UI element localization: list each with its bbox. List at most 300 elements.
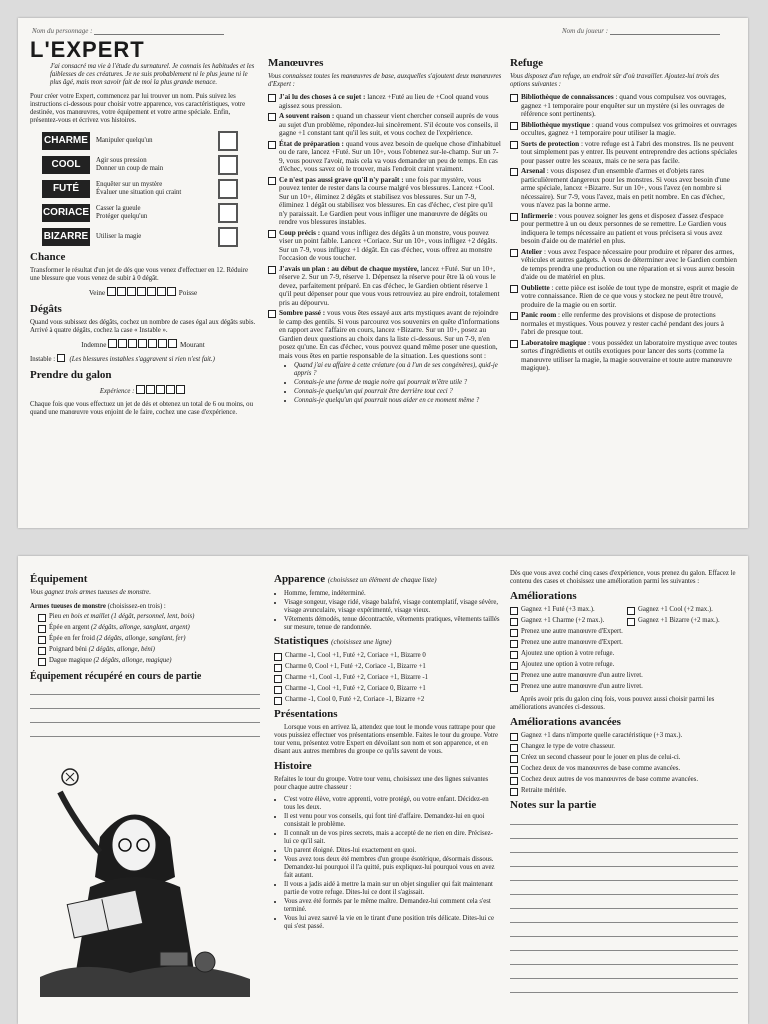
advanced-improvement-option xyxy=(510,743,738,752)
history-option: • C'est votre élève, votre apprenti, votre protégé, ou votre enfant. Décidez-en tous les deux. xyxy=(284,796,500,812)
harm-box[interactable] xyxy=(168,339,177,348)
option-description: lancez +Futé. Sur un 10+, réserve 2. Sur un 7-9, réserve 1. Dépensez la réserve pour être là où vous le devez, parfaitement préparé. En cas d'échec, le Gardien obtient réserve 1 qu'il peut dépenser pour que vous vous retrouviez au pire endroit, totalement pris au dépourvu. xyxy=(279,264,500,307)
improvements-title: Améliorations xyxy=(510,590,577,602)
move-item xyxy=(268,112,502,138)
left-column xyxy=(30,37,256,421)
option-text xyxy=(521,683,643,691)
look-title xyxy=(274,573,500,586)
weapon-name: Poignard béni xyxy=(49,646,87,653)
haven-title: Refuge xyxy=(510,57,543,69)
option-description: Gagnez +1 Charme (+2 max.). xyxy=(521,617,605,624)
weapon-text xyxy=(49,624,190,632)
question-item: • Connais-je une forme de magie noire qui pourrait m'être utile ? xyxy=(294,379,502,387)
history-list xyxy=(284,796,500,931)
stat-fute xyxy=(30,179,256,199)
advanced-improvement-option xyxy=(510,765,738,774)
option-checkbox[interactable] xyxy=(510,249,518,257)
improvement-option xyxy=(510,628,738,637)
weapon-tags: (2 dégâts, allonge, sanglant, fer) xyxy=(94,635,186,642)
option-description: vous vous êtes essayé aux arts mystiques avant de rejoindre le camp des gentils. Si vous parcourez vos souvenirs en quête d'informations en rapport avec l'affaire en cours, lancez +Bizarre. Sur un 10+, posez au Gardien deux questions au choix dans la liste ci-dessous. Sur un 7-9, n'en posez qu'une. En cas d'échec, vous pouvez quand même poser une question, mais vous êtes en partie responsable de la situation. Les questions sont : xyxy=(279,309,500,360)
improvements-intro: Dès que vous avez coché cinq cases d'expérience, vous prenez du galon. Effacez le contenu des cases et choisissez une amélioration parmi les suivantes : xyxy=(510,570,736,585)
option-checkbox[interactable] xyxy=(510,168,518,176)
luck-box[interactable] xyxy=(157,287,166,296)
harm-box[interactable] xyxy=(118,339,127,348)
haven-option xyxy=(510,284,738,310)
option-description: Charme -1, Cool 0, Futé +2, Coriace -1, Bizarre +2 xyxy=(285,696,425,703)
look-list xyxy=(284,590,500,632)
stat-desc: Manipuler quelqu'un xyxy=(96,136,153,144)
intro-quote: J'ai consacré ma vie à l'étude du surnaturel. Je connais les habitudes et les faiblesses de ces créatures. Je ne suis probablement ni le plus jeune ni le plus âgé, mais mon savoir fait de moi la plus grande menace. xyxy=(50,62,255,86)
haven-option xyxy=(510,248,738,282)
xp-track xyxy=(30,385,256,396)
stat-value-box[interactable] xyxy=(218,155,238,175)
option-text xyxy=(285,663,426,671)
stat-value-box[interactable] xyxy=(218,227,238,247)
option-text xyxy=(521,212,738,246)
option-description: : vous avez l'espace nécessaire pour produire et réparer des armes, véhicules et autres gadgets. À vous de déterminer avec le Gardien combien de temps prendra une production ou une réparation et si vous aurez besoin d'aide ou de matériel en plus. xyxy=(521,247,737,281)
option-checkbox[interactable] xyxy=(510,94,518,102)
option-description: : votre refuge est à l'abri des monstres. Ils ne peuvent tout simplement pas y entrer. Ils peuvent entreprendre des actions spéciales pour passer outre les sceaux, mais ce ne sera pas facile. xyxy=(521,139,738,165)
option-checkbox[interactable] xyxy=(510,213,518,221)
option-checkbox[interactable] xyxy=(268,113,276,121)
option-checkbox[interactable] xyxy=(510,285,518,293)
improvement-option xyxy=(510,639,738,648)
weapons-note: (choisissez-en trois) : xyxy=(107,603,166,610)
option-description: Gagnez +1 Futé (+3 max.). xyxy=(521,606,595,613)
option-description: Créez un second chasseur pour le jouer en plus de celui-ci. xyxy=(521,754,681,761)
haven-option xyxy=(510,212,738,246)
stat-desc: Agir sous pression Donner un coup de main xyxy=(96,156,164,172)
option-checkbox[interactable] xyxy=(274,675,282,683)
player-name-field[interactable] xyxy=(562,27,720,35)
haven-column xyxy=(510,54,738,375)
improvements-list xyxy=(510,628,738,692)
character-sheet-page-1 xyxy=(18,18,748,528)
advanced-improvements-list xyxy=(510,732,738,796)
ratings-option xyxy=(274,674,500,683)
option-description: une fois par mystère, vous pouvez tenter de rester dans la course malgré vos blessures. Lancez +Cool. Sur un 10+, éliminez 2 dégâts et stabilisez vos blessures. Sur un 7-9, éliminez 1 dégât ou stabilisez vos blessures. En cas d'échec, c'est pire qu'il n'y paraissait. Le Gardien peut vous infliger une manœuvre de dégâts ou rendre vos blessures instables. xyxy=(279,175,495,226)
option-checkbox[interactable] xyxy=(268,94,276,102)
option-text xyxy=(521,754,680,762)
playbook-title: L'EXPERT xyxy=(30,37,145,62)
option-name: Sorts de protection xyxy=(521,139,580,148)
notes-title: Notes sur la partie xyxy=(510,799,597,811)
unstable-row xyxy=(30,354,256,364)
option-description: Charme 0, Cool +1, Futé +2, Coriace -1, Bizarre +1 xyxy=(285,663,426,670)
weapon-checkbox[interactable] xyxy=(38,647,46,655)
history-option: • Vous avez été formés par le même maître. Demandez-lui comment cela s'est terminé. xyxy=(284,898,500,914)
option-text xyxy=(638,617,720,625)
character-name-field[interactable] xyxy=(32,27,224,35)
harm-box[interactable] xyxy=(138,339,147,348)
haven-option xyxy=(510,339,738,373)
stat-name: COOL xyxy=(42,156,90,174)
improvement-option xyxy=(627,617,738,626)
history-intro: Refaites le tour du groupe. Votre tour venu, choisissez une des lignes suivantes pour chaque autre chasseur : xyxy=(274,776,489,791)
advanced-improvements-title: Améliorations avancées xyxy=(510,716,621,728)
option-checkbox[interactable] xyxy=(510,618,518,626)
option-checkbox[interactable] xyxy=(510,629,518,637)
stat-value-box[interactable] xyxy=(218,203,238,223)
harm-box[interactable] xyxy=(148,339,157,348)
option-text xyxy=(521,248,738,282)
option-checkbox[interactable] xyxy=(510,662,518,670)
option-description: Gagnez +1 Bizarre (+2 max.). xyxy=(638,617,720,624)
move-item xyxy=(268,229,502,263)
option-description: Charme -1, Cool +1, Futé +2, Coriace +1, Bizarre 0 xyxy=(285,652,426,659)
option-text xyxy=(279,176,502,227)
weapon-name: Épée en argent xyxy=(49,624,90,631)
option-text xyxy=(521,732,682,740)
look-note: (choisissez un élément de chaque liste) xyxy=(327,576,437,584)
option-checkbox[interactable] xyxy=(510,766,518,774)
question-item: • Connais-je quelqu'un qui pourrait nous aider en ce moment même ? xyxy=(294,397,502,405)
option-checkbox[interactable] xyxy=(510,733,518,741)
improvement-option xyxy=(627,606,738,615)
option-name: Bibliothèque mystique xyxy=(521,120,590,129)
option-description: Prenez une autre manœuvre d'un autre livret. xyxy=(521,683,643,690)
option-checkbox[interactable] xyxy=(627,618,635,626)
option-name: Sombre passé : xyxy=(279,309,326,317)
option-checkbox[interactable] xyxy=(510,684,518,692)
weapon-option xyxy=(38,646,260,655)
level-up-title: Prendre du galon xyxy=(30,368,112,381)
advanced-improvement-option xyxy=(510,776,738,785)
look-option: • Vêtements démodés, tenue décontractée, vêtements pratiques, vêtements taillés sur mesure, tenue de randonnée. xyxy=(284,616,500,632)
option-description: Changez le type de votre chasseur. xyxy=(521,743,615,750)
option-description: quand vous infligez des dégâts à un monstre, vous pouvez viser un point faible. Lancez +Coriace. Sur un 10+, vous infligez +2 dégâts. Sur un 7-9, vous infligez +1 dégât. En cas d'échec, vous offrez au monstre l'occasion de vous toucher. xyxy=(279,228,498,262)
weapon-tags: (2 dégâts, allonge, sanglant, argent) xyxy=(89,624,190,631)
harm-left-label: Indemne xyxy=(81,341,107,349)
stats-block xyxy=(30,131,256,247)
recovered-gear-lines[interactable] xyxy=(30,685,260,737)
option-checkbox[interactable] xyxy=(510,141,518,149)
option-name: A souvent raison : xyxy=(279,112,335,120)
option-checkbox[interactable] xyxy=(274,686,282,694)
option-checkbox[interactable] xyxy=(510,651,518,659)
moves-title: Manœuvres xyxy=(268,57,324,69)
chance-title: Chance xyxy=(30,250,66,263)
option-name: J'avais un plan : au début de chaque mystère, xyxy=(279,264,419,273)
ratings-list xyxy=(274,652,500,705)
option-description: Charme +1, Cool -1, Futé +2, Coriace +1, Bizarre -1 xyxy=(285,674,429,681)
weapon-text xyxy=(49,613,194,621)
option-text xyxy=(279,93,502,110)
option-description: quand vous avez besoin de quelque chose d'inhabituel ou de rare, lancez +Futé. Sur un 10+, vous l'obtenez sur-le-champ. Sur un 7-9, vous pouvez l'avoir, mais cela va vous demander un peu de temps. En cas d'échec, vous savez où le trouver, mais l'endroit craint vraiment. xyxy=(279,139,501,173)
improvements-column xyxy=(510,570,738,997)
moves-intro: Vous connaissez toutes les manœuvres de base, auxquelles s'ajoutent deux manœuvres d'Expert : xyxy=(268,73,502,88)
option-name: Oubliette xyxy=(521,283,550,292)
weapon-text xyxy=(49,657,172,665)
option-checkbox[interactable] xyxy=(274,697,282,705)
character-sheet-page-2 xyxy=(18,556,748,1024)
notes-lines[interactable] xyxy=(510,815,738,993)
intro-text: Pour créer votre Expert, commencez par lui trouver un nom. Puis suivez les instructions ci-dessous pour choisir votre apparence, vos caractéristiques, votre destinée, vos manœuvres, votre équipement et votre arme spéciale. Enfin, présentez-vous et écrivez vos histoires. xyxy=(30,92,246,124)
option-description: Prenez une autre manœuvre d'un autre livret. xyxy=(521,672,643,679)
option-text xyxy=(285,685,426,693)
stat-name: BIZARRE xyxy=(42,228,90,246)
stat-value-box[interactable] xyxy=(218,131,238,151)
option-name: Laboratoire magique xyxy=(521,338,587,347)
haven-option xyxy=(510,140,738,166)
gear-title: Équipement xyxy=(30,573,88,585)
option-description: : quand vous compulsez vos ouvrages, gagnez +1 temporaire pour enquêter sur un mystère (si les ouvrages de référence sont pertinents). xyxy=(521,93,727,118)
option-description: Cochez deux autres de vos manœuvres de base comme avancées. xyxy=(521,776,699,783)
option-checkbox[interactable] xyxy=(510,788,518,796)
option-checkbox[interactable] xyxy=(510,640,518,648)
option-name: Infirmerie xyxy=(521,211,553,220)
improvements-after: Après avoir pris du galon cinq fois, vous pouvez aussi choisir parmi les améliorations avancées ci-dessous. xyxy=(510,696,715,711)
move-item xyxy=(268,176,502,227)
option-text xyxy=(521,311,738,337)
option-description: lancez +Futé au lieu de +Cool quand vous agissez sous pression. xyxy=(279,93,489,110)
stat-desc: Casser la gueule Protéger quelqu'un xyxy=(96,204,148,220)
option-text xyxy=(279,140,502,174)
weapons-title: Armes tueuses de monstre xyxy=(30,603,106,610)
option-checkbox[interactable] xyxy=(274,664,282,672)
luck-box[interactable] xyxy=(167,287,176,296)
haven-option xyxy=(510,121,738,138)
option-description: Prenez une autre manœuvre d'Expert. xyxy=(521,639,623,646)
expert-illustration xyxy=(30,747,260,997)
option-checkbox[interactable] xyxy=(510,755,518,763)
option-checkbox[interactable] xyxy=(274,653,282,661)
weapon-checkbox[interactable] xyxy=(38,658,46,666)
xp-box[interactable] xyxy=(146,385,155,394)
stat-desc: Utiliser la magie xyxy=(96,232,142,240)
unstable-note: (Les blessures instables s'aggravent si rien n'est fait.) xyxy=(69,355,215,363)
advanced-improvement-option xyxy=(510,787,738,796)
option-text xyxy=(521,765,680,773)
luck-box[interactable] xyxy=(127,287,136,296)
option-text xyxy=(521,628,623,636)
option-description: quand un chasseur vient chercher conseil auprès de vous au sujet d'un problème, répondez-lui sincèrement. S'il écoute vos conseils, il gagne +1 constant tant qu'il les suit, et vous cochez de l'expérience. xyxy=(279,112,499,137)
option-text xyxy=(521,93,738,119)
history-option: • Vous lui avez sauvé la vie en le tirant d'une position très délicate. Dites-lui ce qui s'est passé. xyxy=(284,915,500,931)
option-text xyxy=(521,639,623,647)
option-description: Cochez deux de vos manœuvres de base comme avancées. xyxy=(521,765,681,772)
option-checkbox[interactable] xyxy=(510,607,518,615)
option-description: : quand vous compulsez vos grimoires et ouvrages occultes, gagnez +1 temporaire pour utiliser la magie. xyxy=(521,120,737,137)
option-text xyxy=(521,121,738,138)
option-text xyxy=(521,284,738,310)
option-description: Gagnez +1 Cool (+2 max.). xyxy=(638,606,713,613)
option-text xyxy=(521,776,698,784)
move-item xyxy=(268,140,502,174)
stat-desc: Enquêter sur un mystère Évaluer une situation qui craint xyxy=(96,180,182,196)
look-option: • Visage songeur, visage ridé, visage balafré, visage contemplatif, visage sévère, visage avunculaire, visage expérimenté, visage vieux. xyxy=(284,599,500,615)
ratings-note: (choisissez une ligne) xyxy=(331,638,392,646)
option-checkbox[interactable] xyxy=(627,607,635,615)
character-name-label: Nom du personnage : xyxy=(32,27,93,35)
history-option: • Vous avez tous deux été membres d'un groupe ésotérique, désormais dissous. Demandez-lui pourquoi il l'a quitté, puis expliquez-lui pourquoi vous en avez fait autant. xyxy=(284,856,500,880)
option-checkbox[interactable] xyxy=(268,310,276,318)
gear-intro: Vous gagnez trois armes tueuses de monstre. xyxy=(30,589,151,596)
harm-box[interactable] xyxy=(108,339,117,348)
option-text xyxy=(279,309,502,360)
option-text xyxy=(521,339,738,373)
xp-box[interactable] xyxy=(156,385,165,394)
option-name: Panic room xyxy=(521,311,557,319)
option-description: Ajoutez une option à votre refuge. xyxy=(521,661,615,668)
haven-option xyxy=(510,93,738,119)
look-title-text: Apparence xyxy=(274,573,326,585)
luck-right-label: Poisse xyxy=(178,288,198,297)
option-text xyxy=(521,650,614,658)
option-checkbox[interactable] xyxy=(268,230,276,238)
level-up-text: Chaque fois que vous effectuez un jet de dés et obtenez un total de 6 ou moins, ou quand une manœuvre vous enjoint de le faire, cochez une case d'expérience. xyxy=(30,400,253,416)
haven-intro: Vous disposez d'un refuge, un endroit sûr d'où travailler. Ajoutez-lui trois des options suivantes : xyxy=(510,73,720,88)
luck-box[interactable] xyxy=(117,287,126,296)
question-item: • Quand j'ai eu affaire à cette créature (ou à l'un de ses congénères), quid-je appris ? xyxy=(294,362,502,378)
option-description: : vous pouvez soigner les gens et disposez d'assez d'espace pour permettre à un ou deux personnes de se remettre. Le Gardien vous indiquera le temps nécessaire au patient et vous précisera si vous avez besoin d'aide ou de matériel en plus. xyxy=(521,211,727,245)
option-text xyxy=(521,606,595,614)
advanced-improvement-option xyxy=(510,754,738,763)
history-option: • Il connaît un de vos pires secrets, mais a accepté de ne rien en dire. Précisez-lui ce qu'il sait. xyxy=(284,830,500,846)
option-checkbox[interactable] xyxy=(268,177,276,185)
option-description: : cette pièce est isolée de tout type de monstre, esprit et magie de votre connaissance. Rien de ce que vous y stockez ne peut être trouvé, produire de la magie ou en sortir. xyxy=(521,283,738,309)
xp-label: Expérience : xyxy=(99,387,135,395)
option-text xyxy=(521,672,643,680)
introductions-text: Lorsque vous en arrivez là, attendez que tout le monde vous rattrape pour que vous puissiez effectuer vos présentations ensemble. Faites le tour du groupe. Votre tour venu, présentez votre Expert en dévoilant son nom et son apparence, et en disant aux autres membres du groupe ce qu'ils savent de vous. xyxy=(274,724,499,755)
ratings-option xyxy=(274,696,500,705)
weapon-option xyxy=(38,613,260,622)
xp-box[interactable] xyxy=(166,385,175,394)
advanced-improvement-option xyxy=(510,732,738,741)
weapon-name: Épée en fer froid xyxy=(49,635,95,642)
option-description: Retraite méritée. xyxy=(521,787,567,794)
unstable-label: Instable : xyxy=(30,355,56,363)
history-option: • Il vous a jadis aidé à mettre la main sur un objet singulier qui fait maintenant partie de votre refuge. Dites-lui ce dont il s'agissait. xyxy=(284,881,500,897)
weapon-option xyxy=(38,657,260,666)
stat-coriace xyxy=(30,203,256,223)
haven-option xyxy=(510,167,738,210)
option-checkbox[interactable] xyxy=(268,141,276,149)
ratings-title-text: Statistiques xyxy=(274,635,329,647)
harm-box[interactable] xyxy=(128,339,137,348)
luck-box[interactable] xyxy=(107,287,116,296)
ratings-title xyxy=(274,635,500,648)
luck-box[interactable] xyxy=(137,287,146,296)
option-text xyxy=(521,787,566,795)
move-item xyxy=(268,265,502,308)
option-checkbox[interactable] xyxy=(510,122,518,130)
harm-right-label: Mourant xyxy=(179,341,205,349)
option-checkbox[interactable] xyxy=(510,340,518,348)
xp-box[interactable] xyxy=(176,385,185,394)
option-text xyxy=(285,652,426,660)
weapon-option xyxy=(38,624,260,633)
option-name: Ce n'est pas aussi grave qu'il n'y paraît : xyxy=(279,175,404,184)
harm-box[interactable] xyxy=(158,339,167,348)
haven-option xyxy=(510,311,738,337)
option-name: Arsenal xyxy=(521,167,545,175)
look-option: • Homme, femme, indéterminé. xyxy=(284,590,500,598)
option-text xyxy=(521,661,614,669)
weapon-tags: (2 dégâts, allonge, béni) xyxy=(86,646,155,653)
option-checkbox[interactable] xyxy=(510,777,518,785)
moves-list xyxy=(268,93,502,360)
option-name: État de préparation : xyxy=(279,139,344,148)
improvement-option xyxy=(510,617,621,626)
option-text xyxy=(279,265,502,308)
weapon-checkbox[interactable] xyxy=(38,636,46,644)
option-checkbox[interactable] xyxy=(510,312,518,320)
weapons-heading xyxy=(30,603,260,611)
option-checkbox[interactable] xyxy=(510,744,518,752)
question-item: • Connais-je quelqu'un qui pourrait être derrière tout ceci ? xyxy=(294,388,502,396)
harm-track xyxy=(30,339,256,350)
weapon-tags: en bois et maillet (1 dégât, personnel, lent, bois) xyxy=(61,613,195,620)
option-checkbox[interactable] xyxy=(268,266,276,274)
stat-charme xyxy=(30,131,256,151)
option-text xyxy=(521,617,604,625)
unstable-checkbox[interactable] xyxy=(57,354,65,362)
weapons-list xyxy=(38,613,260,666)
weapon-text xyxy=(49,646,155,654)
history-option: • Il est venu pour vos conseils, qui font tiré d'affaire. Demandez-lui en quoi consistait le problème. xyxy=(284,813,500,829)
ratings-option xyxy=(274,685,500,694)
luck-left-label: Veine xyxy=(88,288,106,297)
improvement-option xyxy=(510,650,738,659)
xp-box[interactable] xyxy=(136,385,145,394)
improvement-option xyxy=(510,683,738,692)
move-item xyxy=(268,309,502,360)
improvements-grid xyxy=(510,606,738,628)
weapon-option xyxy=(38,635,260,644)
improvement-option xyxy=(510,672,738,681)
weapon-name: Dague magique xyxy=(49,657,92,664)
option-text xyxy=(638,606,713,614)
weapon-text xyxy=(49,635,185,643)
weapon-checkbox[interactable] xyxy=(38,614,46,622)
weapon-tags: (2 dégâts, allonge, magique) xyxy=(91,657,172,664)
introductions-title: Présentations xyxy=(274,708,338,720)
history-title: Histoire xyxy=(274,760,312,772)
option-name: Atelier xyxy=(521,247,543,256)
option-name: Coup précis : xyxy=(279,228,321,237)
improvement-option xyxy=(510,606,621,615)
damage-text: Quand vous subissez des dégâts, cochez un nombre de cases égal aux dégâts subis. Arrivé à quatre dégâts, cochez la case « Instable ». xyxy=(30,319,256,334)
improvement-option xyxy=(510,661,738,670)
option-description: : elle renferme des provisions et dispose de protections normales et mystiques. Vous pouvez y rester caché pendant des jours à l'abri de presque tout. xyxy=(521,311,724,336)
option-text xyxy=(521,743,615,751)
option-text xyxy=(521,140,738,166)
option-text xyxy=(279,112,502,138)
option-text xyxy=(285,674,428,682)
moves-column xyxy=(268,54,502,408)
move-item xyxy=(268,93,502,110)
player-name-label: Nom du joueur : xyxy=(562,27,609,35)
luck-track xyxy=(30,287,256,298)
ratings-option xyxy=(274,663,500,672)
option-checkbox[interactable] xyxy=(510,673,518,681)
stat-value-box[interactable] xyxy=(218,179,238,199)
option-text xyxy=(279,229,502,263)
stat-name: FUTÉ xyxy=(42,180,90,198)
recovered-gear-title: Équipement récupéré en cours de partie xyxy=(30,671,202,682)
option-description: Gagnez +1 dans n'importe quelle caractéristique (+3 max.). xyxy=(521,732,683,739)
weapon-checkbox[interactable] xyxy=(38,625,46,633)
option-text xyxy=(285,696,424,704)
luck-box[interactable] xyxy=(147,287,156,296)
option-description: Prenez une autre manœuvre d'Expert. xyxy=(521,628,623,635)
option-name: Bibliothèque de connaissances xyxy=(521,93,614,101)
damage-title: Dégâts xyxy=(30,303,62,315)
chance-text: Transformer le résultat d'un jet de dés que vous venez d'effectuer en 12. Réduire une blessure que vous venez de subir à 0 dégât. xyxy=(30,266,248,282)
stat-name: CHARME xyxy=(42,132,90,150)
option-description: Ajoutez une option à votre refuge. xyxy=(521,650,615,657)
